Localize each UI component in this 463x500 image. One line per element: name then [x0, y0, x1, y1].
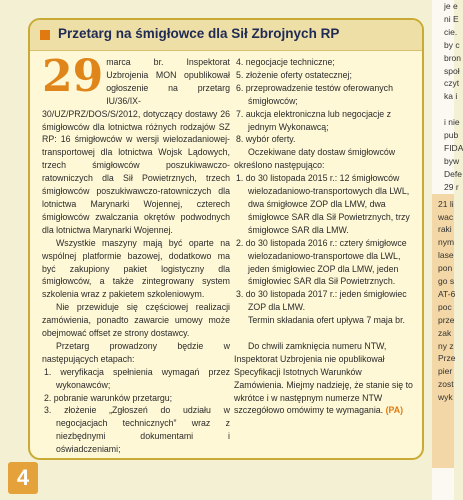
strip-text-line: pub	[444, 130, 459, 141]
list-item: 2. pobranie warunków przetargu;	[44, 392, 173, 403]
strip-text-line: byw	[444, 155, 460, 166]
strip-text-line: ni E	[444, 13, 459, 24]
strip-text-line: i nie	[444, 117, 460, 128]
strip-box-line: pon	[438, 263, 453, 274]
article-header	[30, 20, 422, 51]
strip-box-line: pier	[438, 366, 453, 377]
paragraph: Nie przewiduje się częściowej realizacji zamówienia, ponadto zawarcie umowy może obejmować offset ze strony dostawcy.	[42, 302, 230, 339]
list-item: 7. aukcja elektroniczna lub negocjacje z jednym Wykonawcą;	[236, 108, 392, 132]
strip-box-line: Prze	[438, 353, 456, 364]
paragraph: Oczekiwane daty dostaw śmigłowców określono następująco:	[234, 147, 396, 171]
strip-box-line: lase	[438, 250, 454, 261]
paragraph-spacer	[234, 327, 414, 340]
strip-box-line: wac	[438, 211, 454, 222]
strip-box-line: go s	[438, 276, 455, 287]
adjacent-article-box	[432, 194, 454, 468]
strip-box-line: nym	[438, 237, 455, 248]
article-box	[28, 18, 424, 460]
strip-box-line: 21 li	[438, 198, 454, 209]
strip-text-line: je e	[444, 1, 458, 11]
author-signature: (PA)	[383, 405, 403, 416]
list-item: 3. do 30 listopada 2017 r.: jeden śmigłowiec ZOP dla LMW.	[236, 289, 407, 313]
strip-text-line: by c	[444, 39, 460, 50]
strip-box-line: prze	[438, 314, 455, 325]
strip-text-line: ka i	[444, 91, 458, 102]
list-item: 6. przeprowadzenie testów oferowanych śmigłowców;	[236, 82, 393, 106]
strip-text-line: Defe	[444, 168, 462, 179]
title-bullet-icon	[40, 30, 50, 40]
strip-text-line: cie.	[444, 26, 458, 37]
article-left-column	[42, 51, 230, 456]
strip-box-line: zak	[438, 327, 452, 338]
paragraph: Do chwili zamknięcia numeru NTW, Inspektorat Uzbrojenia nie opublikował Specyfikacji Istotnych Warunków Zamówienia. Miejmy nadzieję, że stanie się to wkrótce i w następnym numerze NTW szczegółowo omówimy te wymagania. (PA)	[234, 340, 413, 416]
list-item: 3. złożenie „Zgłoszeń do udziału w negocjacjach technicznych” wraz z niezbędnymi dokumentami i oświadczeniami;	[44, 405, 230, 455]
strip-box-line: wyk	[438, 392, 453, 403]
strip-box-line: ny z	[438, 340, 454, 351]
drop-cap: 29	[42, 51, 104, 102]
list-item: 8. wybór oferty.	[236, 134, 296, 145]
strip-text-line	[438, 103, 454, 116]
lead-text: marca br. Inspektorat Uzbrojenia MON opublikował ogłoszenie na przetarg IU/36/IX-30/UZ/PRZ/DOS/S/2012, dotyczący dostawy 26 śmigłowców dla lotnictwa różnych rodzajów SZ RP: 16 śmigłowców w wersji wielozadaniowej-transportowej dla lotnictwa Wojsk Lądowych, trzech śmigłowców poszukiwawczo-ratowniczych dla Sił Powietrznych, trzech śmigłowców poszukiwawczo-ratowniczych dla lotnictwa Marynarki Wojennej, czterech śmigłowców zwalczania okrętów podwodnych dla lotnictwa Marynarki Wojennej.	[42, 57, 230, 235]
strip-box-line: poc	[438, 301, 452, 312]
list-item: 2. do 30 listopada 2016 r.: cztery śmigłowce wielozadaniowo-transportowe dla LWL, jeden śmigłowiec ZOP dla LMW, jeden śmigłowiec SAR dla Sił Powietrznych.	[236, 237, 407, 287]
strip-text-line: czyt	[444, 78, 460, 89]
strip-box-line: zost	[438, 379, 454, 390]
paragraph: Wszystkie maszyny mają być oparte na wspólnej platformie bazowej, dodatkowo ma być zakupiony pakiet logistyczny dla śmigłowców, a także zintegrowany system szkolenia wraz z pakietem szkoleniowym.	[42, 237, 230, 300]
strip-text-line: FIDA	[444, 142, 463, 153]
list-item: 1. weryfikacja spełnienia wymagań przez wykonawców;	[44, 366, 230, 390]
article-right-column	[234, 56, 414, 417]
list-item: 4. negocjacje techniczne;	[236, 57, 335, 67]
article-lead-paragraph	[42, 51, 230, 237]
page-number: 4	[8, 462, 38, 494]
strip-text-line: 29 r	[444, 181, 459, 192]
strip-text-line: społ	[444, 65, 460, 76]
paragraph: Termin składania ofert upływa 7 maja br.	[248, 315, 405, 326]
strip-box-line: raki	[438, 224, 452, 235]
strip-text-line: bron	[444, 52, 462, 63]
strip-box-line: AT-6	[438, 288, 456, 299]
list-item: 5. złożenie oferty ostatecznej;	[236, 69, 352, 80]
article-title: Przetarg na śmigłowce dla Sił Zbrojnych RP	[58, 26, 340, 41]
adjacent-article-strip	[432, 0, 463, 500]
list-item: 1. do 30 listopada 2015 r.: 12 śmigłowców wielozadaniowo-transportowych dla LWL, dwa śmigłowce ZOP dla LMW, dwa śmigłowce SAR dla Sił Powietrznych, trzy śmigłowce SAR dla LMW.	[236, 173, 410, 235]
paragraph: Przetarg prowadzony będzie w następujących etapach:	[42, 340, 230, 364]
